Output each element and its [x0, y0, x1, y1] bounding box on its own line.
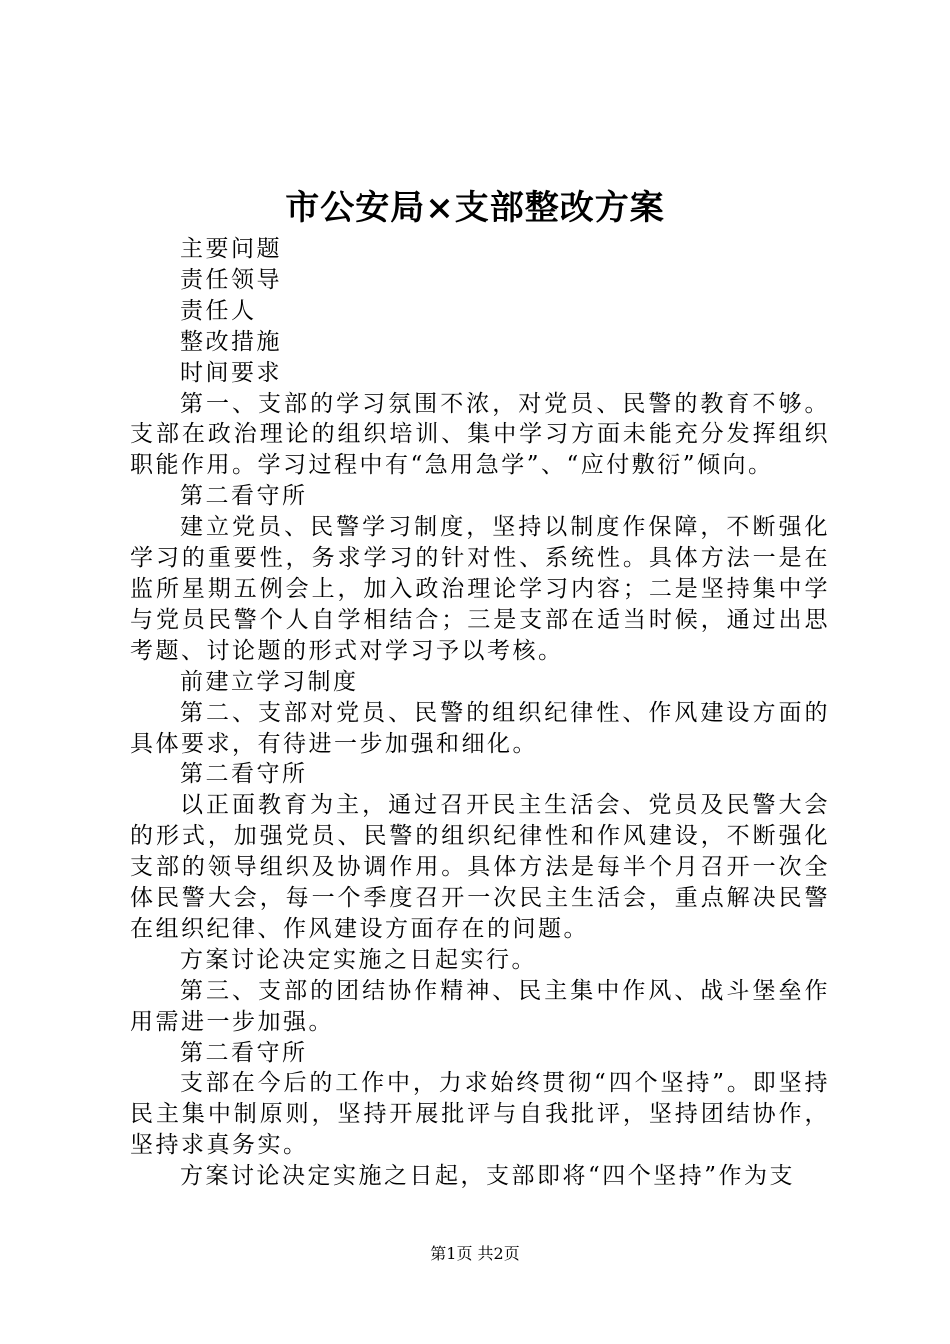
paragraph: 第三、支部的团结协作精神、民主集中作风、战斗堡垒作用需进一步加强。	[130, 977, 830, 1035]
paragraph: 方案讨论决定实施之日起，支部即将“四个坚持”作为支	[180, 1163, 796, 1190]
document-body	[130, 234, 830, 1192]
paragraph: 支部在今后的工作中，力求始终贯彻“四个坚持”。即坚持民主集中制原则，坚持开展批评与自我批评，坚持团结协作，坚持求真务实。	[130, 1070, 830, 1159]
page-footer: 第1页 共2页	[430, 1244, 520, 1263]
paragraph: 第二看守所	[180, 1039, 308, 1066]
paragraph: 时间要求	[180, 359, 282, 386]
paragraph: 主要问题	[180, 236, 282, 262]
paragraph: 以正面教育为主，通过召开民主生活会、党员及民警大会的形式，加强党员、民警的组织纪律性和作风建设，不断强化支部的领导组织及协调作用。具体方法是每半个月召开一次全体民警大会，每一个季度召开一次民主生活会，重点解决民警在组织纪律、作风建设方面存在的问题。	[130, 792, 830, 942]
paragraph: 方案讨论决定实施之日起实行。	[180, 946, 537, 973]
paragraph: 建立党员、民警学习制度，坚持以制度作保障，不断强化学习的重要性，务求学习的针对性、系统性。具体方法一是在监所星期五例会上，加入政治理论学习内容；二是坚持集中学与党员民警个人自学相结合；三是支部在适当时候，通过出思考题、讨论题的形式对学习予以考核。	[130, 514, 830, 664]
document-title: 市公安局×支部整改方案	[285, 188, 665, 228]
paragraph: 责任人	[180, 297, 257, 324]
paragraph: 第二、支部对党员、民警的组织纪律性、作风建设方面的具体要求，有待进一步加强和细化。	[130, 699, 830, 757]
paragraph: 第一、支部的学习氛围不浓，对党员、民警的教育不够。支部在政治理论的组织培训、集中学习方面未能充分发挥组织职能作用。学习过程中有“急用急学”、“应付敷衍”倾向。	[130, 390, 830, 479]
paragraph: 责任领导	[180, 266, 282, 293]
paragraph: 第二看守所	[180, 761, 308, 788]
paragraph: 整改措施	[180, 328, 282, 355]
paragraph: 前建立学习制度	[180, 668, 359, 695]
paragraph: 第二看守所	[180, 483, 308, 510]
